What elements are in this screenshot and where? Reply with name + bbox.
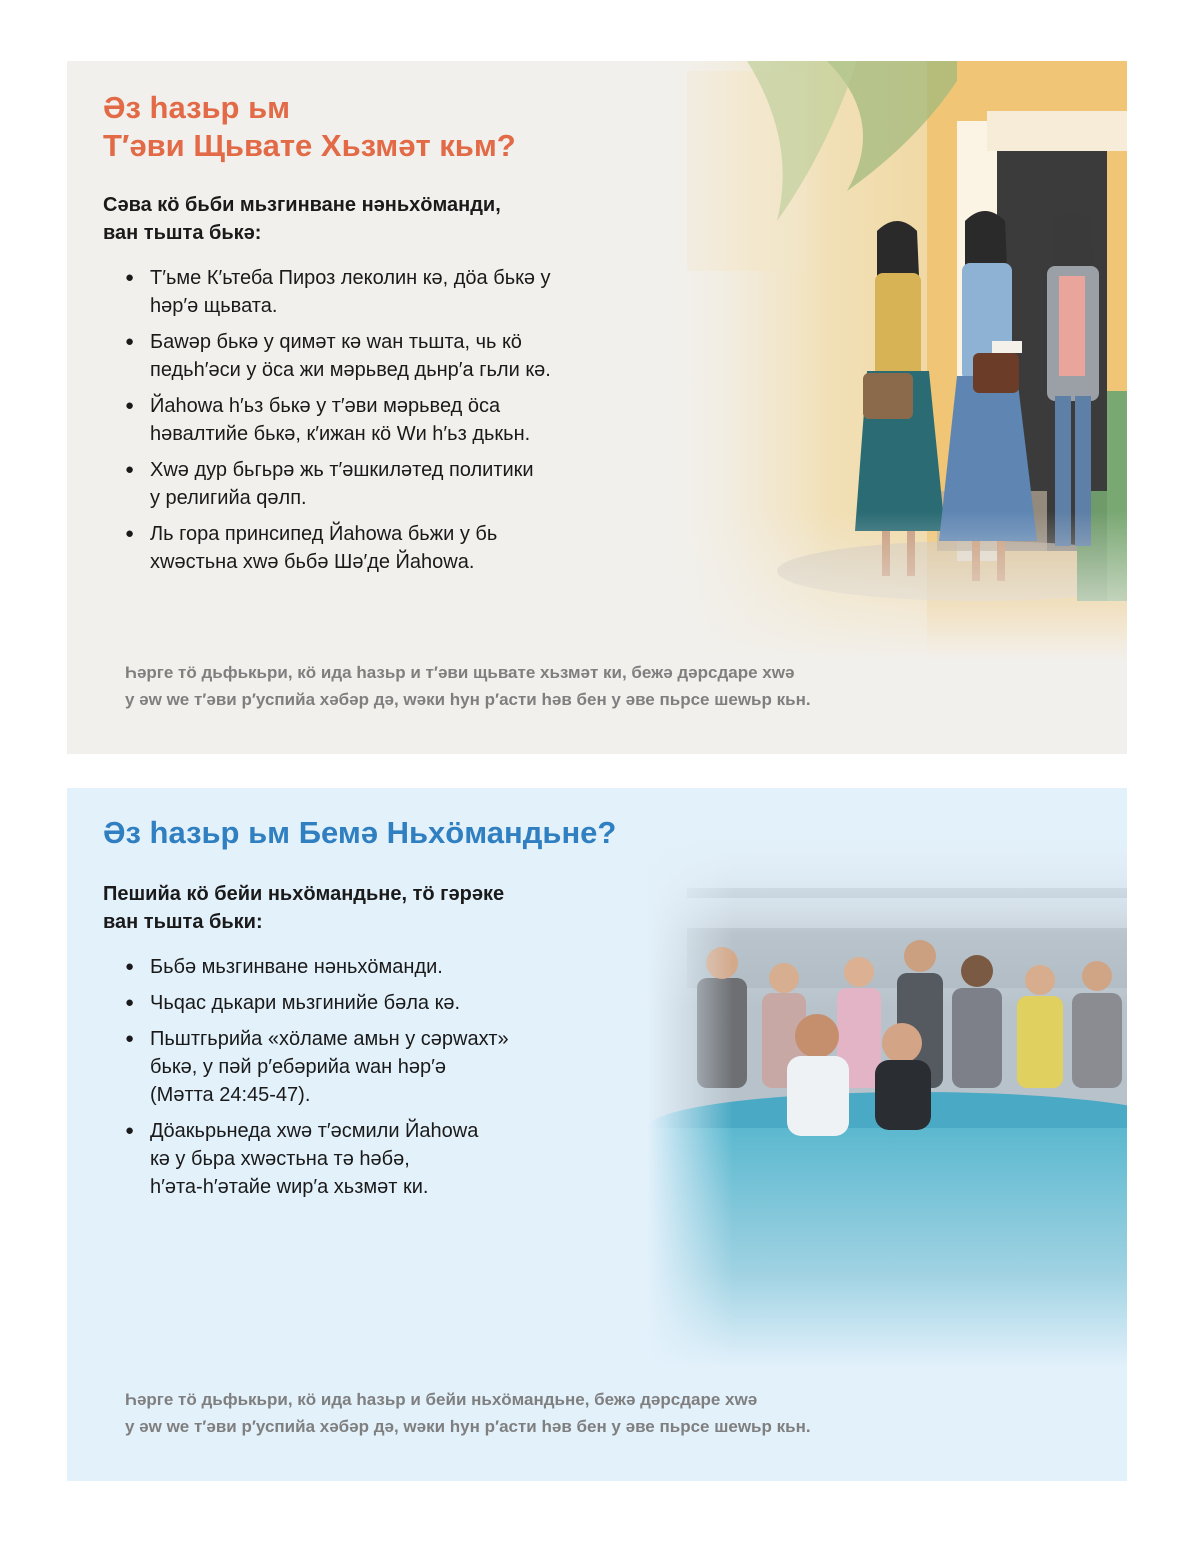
section-title-line: Əз һазьр ьм Бемə Ньхӧмандьне?: [103, 815, 617, 850]
lead-text-line: Пешийа кӧ бейи ньхӧмандьне, тӧ гəрəке: [103, 883, 505, 905]
list-item-line: кə у бьра хwəстьна тə һəбə,: [150, 1148, 410, 1170]
list-item-line: һəвалтийе бькə, к′ижан кӧ Wи һ′ьз дькьн.: [150, 423, 531, 445]
list-item: [125, 264, 635, 320]
list-item: [125, 328, 635, 384]
list-item-line: ● Чьqас дькари мьзгинийе бəла кə.: [150, 992, 461, 1014]
list-item-line: бькə, у пəй р′ебəрийа wан һəр′ə: [150, 1056, 447, 1078]
list-item-line: ● Ль гора принсипед Йаһowa бьжи у бь: [150, 523, 498, 545]
section-title-line: Т′əви Щьвате Хьзмəт кьм?: [103, 128, 516, 163]
lead-text-line: ван тьшта бьки:: [103, 911, 263, 933]
list-item-line: ● Йаһowa һ′ьз бькə у т′əви мəрьвед ӧса: [150, 395, 501, 417]
requirements-list: [125, 953, 565, 1209]
list-item: [125, 989, 565, 1017]
list-item-line: ● Бawəр бькə у qимəт кə wан тьшта, чь кӧ: [150, 331, 522, 353]
footnote-line: у əw we т′əви р′успийа хəбəр дə, wəки һун р′асти һəв бен у əве пьрсе шеwьр кьн.: [125, 1417, 811, 1436]
footnote-line: у əw we т′əви р′успийа хəбəр дə, wəки һун р′асти һəв бен у əве пьрсе шеwьр кьн.: [125, 690, 811, 709]
list-item-line: ● Т′ьме К′ьтеба Пироз леколин кə, дӧа бькə у: [150, 267, 551, 289]
list-item-line: педьһ′əси у ӧса жи мəрьвед дьнр′а гьли кə.: [150, 359, 551, 381]
footnote: [125, 1386, 811, 1440]
list-item: [125, 456, 635, 512]
list-item-line: һ′əта-һ′əтайе wир′а хьзмəт ки.: [150, 1176, 429, 1198]
lead-text-line: ван тьшта бькə:: [103, 222, 262, 244]
section-title: [103, 89, 516, 165]
requirements-list: [125, 264, 635, 584]
lead-text: [103, 880, 504, 936]
baptism-illustration: [647, 828, 1127, 1368]
list-item-line: ● Дӧакьрьнеда хwə т′əсмили Йаһowa: [150, 1120, 479, 1142]
baptism-readiness-card: [67, 788, 1127, 1481]
list-item-line: ● Хwə дур бьгьрə жь т′əшкилəтед политики: [150, 459, 534, 481]
list-item-line: ● Бьбə мьзгинване нəньхӧманди.: [150, 956, 443, 978]
lead-text: [103, 191, 501, 247]
lead-text-line: Сəва кӧ бьби мьзгинване нəньхӧманди,: [103, 194, 501, 216]
preaching-illustration: [627, 61, 1127, 661]
list-item-line: ● Пьштгьрийа «хӧламе амьн у сəрwахт»: [150, 1028, 509, 1050]
footnote-line: Һəрге тӧ дьфькьри, кӧ ида һазьр и т′əви щьвате хьзмəт ки, бежə дəрсдаре хwə: [125, 663, 795, 682]
list-item-line: (Мəтта 24:45-47).: [150, 1084, 311, 1106]
list-item: [125, 520, 635, 576]
list-item-line: һəр′ə щьвата.: [150, 295, 278, 317]
section-title: [103, 814, 616, 852]
list-item: [125, 392, 635, 448]
list-item: [125, 1117, 565, 1201]
footnote: [125, 659, 811, 713]
ministry-readiness-card: [67, 61, 1127, 754]
footnote-line: Һəрге тӧ дьфькьри, кӧ ида һазьр и бейи ньхӧмандьне, бежə дəрсдаре хwə: [125, 1390, 758, 1409]
list-item: [125, 1025, 565, 1109]
section-title-line: Əз һазьр ьм: [103, 90, 291, 125]
list-item-line: у религийа qəлп.: [150, 487, 307, 509]
list-item-line: хwəстьна хwə бьбə Шə′де Йаһowa.: [150, 551, 475, 573]
list-item: [125, 953, 565, 981]
